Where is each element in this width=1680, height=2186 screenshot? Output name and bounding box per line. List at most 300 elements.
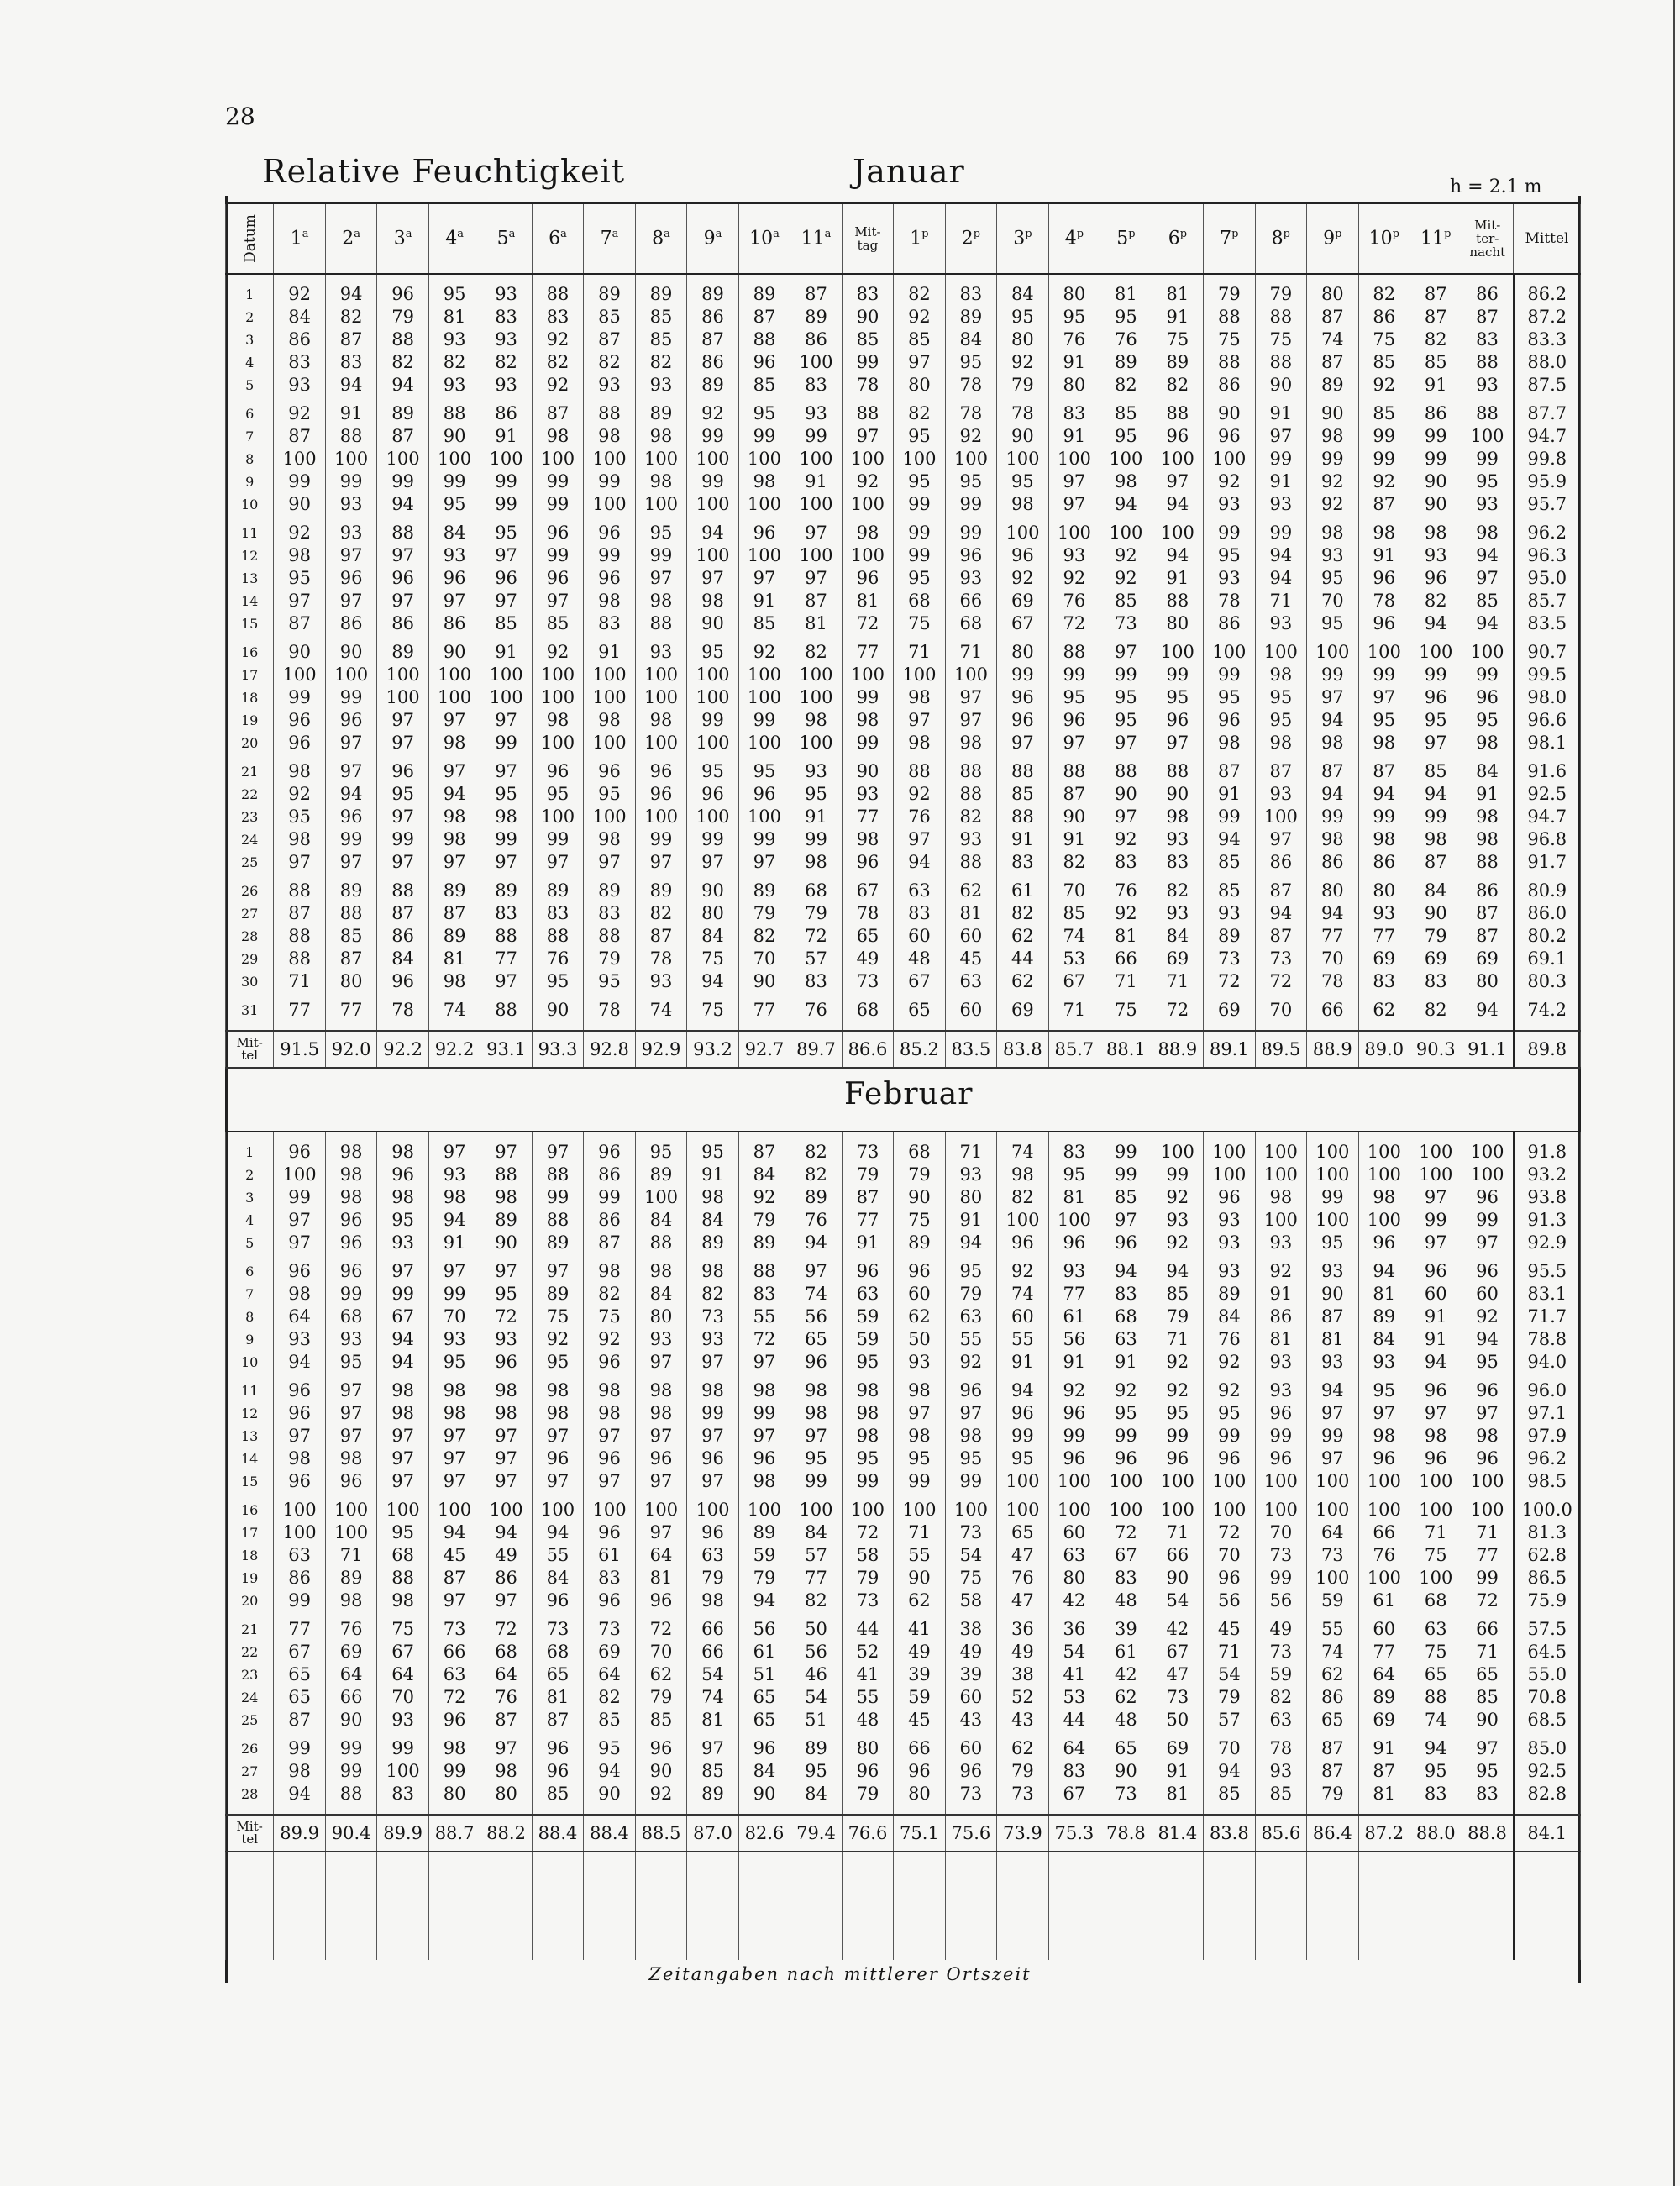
- value-cell: 97: [635, 1470, 686, 1493]
- daily-mean-cell: 91.7: [1514, 851, 1581, 874]
- value-cell: 69: [1152, 1737, 1203, 1760]
- value-cell: 98: [1307, 828, 1358, 851]
- value-cell: 42: [1152, 1618, 1203, 1641]
- daily-mean-cell: 96.6: [1514, 709, 1581, 732]
- value-cell: 99: [1307, 1425, 1358, 1448]
- value-cell: 61: [997, 880, 1048, 902]
- value-cell: 95: [1152, 686, 1203, 709]
- value-cell: 84: [1358, 1328, 1410, 1351]
- value-cell: 53: [1048, 948, 1100, 970]
- table-row: [226, 1141, 1581, 1164]
- value-cell: 97: [790, 1260, 842, 1283]
- value-cell: 97: [325, 760, 376, 783]
- value-cell: 67: [274, 1641, 325, 1663]
- value-cell: 52: [842, 1641, 893, 1663]
- value-cell: 98: [428, 732, 480, 754]
- table-row: [226, 448, 1581, 470]
- value-cell: 99: [894, 1470, 945, 1493]
- value-cell: 99: [1255, 1567, 1306, 1590]
- header-row: [226, 203, 1581, 274]
- value-cell: 100: [274, 1164, 325, 1186]
- day-cell: 18: [226, 686, 274, 709]
- value-cell: 96: [274, 1402, 325, 1425]
- value-cell: 54: [1204, 1663, 1255, 1686]
- value-cell: 99: [428, 470, 480, 493]
- value-cell: 99: [584, 544, 635, 567]
- value-cell: 89: [532, 1232, 583, 1254]
- value-cell: 100: [635, 448, 686, 470]
- value-cell: 86: [1358, 851, 1410, 874]
- value-cell: 100: [842, 664, 893, 686]
- value-cell: 96: [1358, 612, 1410, 635]
- value-cell: 100: [1307, 1164, 1358, 1186]
- day-cell: 8: [226, 1306, 274, 1328]
- value-cell: 78: [945, 374, 996, 397]
- value-cell: 99: [325, 686, 376, 709]
- day-cell: 5: [226, 374, 274, 397]
- value-cell: 86: [1307, 851, 1358, 874]
- value-cell: 98: [635, 1402, 686, 1425]
- value-cell: 94: [1255, 567, 1306, 590]
- value-cell: 76: [1100, 880, 1152, 902]
- value-cell: 97: [480, 1590, 532, 1612]
- value-cell: 100: [945, 1499, 996, 1521]
- value-cell: 79: [842, 1783, 893, 1805]
- value-cell: 68: [894, 590, 945, 612]
- value-cell: 91: [1410, 1328, 1462, 1351]
- value-cell: 89: [584, 283, 635, 306]
- value-cell: 95: [1204, 686, 1255, 709]
- value-cell: 100: [1100, 1499, 1152, 1521]
- value-cell: 97: [325, 590, 376, 612]
- day-cell: 15: [226, 1470, 274, 1493]
- value-cell: 91: [1048, 425, 1100, 448]
- value-cell: 93: [1462, 493, 1513, 516]
- value-cell: 99: [532, 470, 583, 493]
- value-cell: 59: [842, 1328, 893, 1351]
- value-cell: 96: [532, 1737, 583, 1760]
- value-cell: 88: [945, 783, 996, 806]
- value-cell: 97: [738, 1351, 790, 1374]
- value-cell: 98: [584, 1379, 635, 1402]
- value-cell: 96: [945, 1379, 996, 1402]
- value-cell: 99: [532, 1186, 583, 1209]
- value-cell: 93: [428, 374, 480, 397]
- day-cell: 28: [226, 925, 274, 948]
- value-cell: 97: [635, 851, 686, 874]
- value-cell: 97: [274, 1425, 325, 1448]
- value-cell: 100: [1048, 1209, 1100, 1232]
- value-cell: 100: [584, 493, 635, 516]
- value-cell: 99: [1410, 448, 1462, 470]
- value-cell: 88: [1204, 351, 1255, 374]
- value-cell: 88: [480, 925, 532, 948]
- value-cell: 88: [738, 1260, 790, 1283]
- value-cell: 94: [274, 1351, 325, 1374]
- value-cell: 66: [428, 1641, 480, 1663]
- value-cell: 65: [738, 1709, 790, 1731]
- daily-mean-cell: 96.2: [1514, 522, 1581, 544]
- value-cell: 95: [1152, 1402, 1203, 1425]
- value-cell: 82: [325, 306, 376, 328]
- column-header-hour: 7$^p$: [1204, 203, 1255, 274]
- value-cell: 72: [1204, 970, 1255, 993]
- value-cell: 99: [1358, 425, 1410, 448]
- value-cell: 99: [738, 828, 790, 851]
- value-cell: 91: [1152, 567, 1203, 590]
- value-cell: 100: [1462, 425, 1513, 448]
- hourly-mean-cell: 75.1: [894, 1815, 945, 1852]
- value-cell: 85: [635, 328, 686, 351]
- value-cell: 96: [532, 567, 583, 590]
- value-cell: 96: [1410, 1379, 1462, 1402]
- value-cell: 75: [1255, 328, 1306, 351]
- value-cell: 93: [1255, 783, 1306, 806]
- value-cell: 91: [428, 1232, 480, 1254]
- value-cell: 76: [790, 1209, 842, 1232]
- table-row: [226, 328, 1581, 351]
- value-cell: 100: [687, 493, 738, 516]
- value-cell: 60: [945, 925, 996, 948]
- day-cell: 16: [226, 1499, 274, 1521]
- day-cell: 13: [226, 567, 274, 590]
- value-cell: 80: [1462, 970, 1513, 993]
- hourly-mean-cell: 85.6: [1255, 1815, 1306, 1852]
- value-cell: 88: [635, 1232, 686, 1254]
- value-cell: 99: [687, 470, 738, 493]
- value-cell: 85: [480, 612, 532, 635]
- value-cell: 84: [945, 328, 996, 351]
- value-cell: 100: [1255, 806, 1306, 828]
- value-cell: 96: [790, 1351, 842, 1374]
- value-cell: 44: [1048, 1709, 1100, 1731]
- value-cell: 90: [635, 1760, 686, 1783]
- table-row: [226, 1164, 1581, 1186]
- day-cell: 12: [226, 1402, 274, 1425]
- value-cell: 87: [1410, 851, 1462, 874]
- value-cell: 61: [1358, 1590, 1410, 1612]
- hourly-mean-cell: 83.8: [997, 1031, 1048, 1068]
- value-cell: 95: [1100, 425, 1152, 448]
- value-cell: 98: [997, 493, 1048, 516]
- value-cell: 96: [635, 1590, 686, 1612]
- value-cell: 86: [274, 1567, 325, 1590]
- value-cell: 98: [325, 1448, 376, 1470]
- value-cell: 92: [687, 402, 738, 425]
- value-cell: 91: [1152, 1760, 1203, 1783]
- hourly-mean-cell: 75.6: [945, 1815, 996, 1852]
- value-cell: 74: [635, 999, 686, 1022]
- value-cell: 88: [532, 283, 583, 306]
- value-cell: 72: [1462, 1590, 1513, 1612]
- value-cell: 94: [1100, 493, 1152, 516]
- value-cell: 80: [894, 374, 945, 397]
- value-cell: 100: [325, 1521, 376, 1544]
- value-cell: 93: [428, 1164, 480, 1186]
- mittel-row: [226, 1031, 1581, 1068]
- value-cell: 99: [1204, 1425, 1255, 1448]
- value-cell: 97: [584, 1470, 635, 1493]
- value-cell: 98: [687, 1590, 738, 1612]
- value-cell: 90: [842, 760, 893, 783]
- value-cell: 94: [1307, 1379, 1358, 1402]
- table-row: [226, 783, 1581, 806]
- value-cell: 100: [790, 351, 842, 374]
- value-cell: 84: [790, 1783, 842, 1805]
- daily-mean-cell: 95.0: [1514, 567, 1581, 590]
- value-cell: 97: [480, 709, 532, 732]
- value-cell: 71: [1100, 970, 1152, 993]
- value-cell: 93: [1152, 1209, 1203, 1232]
- value-cell: 90: [584, 1783, 635, 1805]
- value-cell: 100: [1255, 1164, 1306, 1186]
- value-cell: 99: [894, 522, 945, 544]
- value-cell: 93: [1255, 493, 1306, 516]
- value-cell: 97: [1358, 1402, 1410, 1425]
- value-cell: 99: [1152, 1425, 1203, 1448]
- value-cell: 71: [1204, 1641, 1255, 1663]
- value-cell: 85: [584, 306, 635, 328]
- value-cell: 89: [584, 880, 635, 902]
- value-cell: 99: [790, 1470, 842, 1493]
- value-cell: 93: [274, 374, 325, 397]
- value-cell: 99: [738, 425, 790, 448]
- value-cell: 94: [1255, 544, 1306, 567]
- value-cell: 100: [842, 1499, 893, 1521]
- value-cell: 97: [480, 544, 532, 567]
- value-cell: 96: [842, 1260, 893, 1283]
- value-cell: 88: [1152, 590, 1203, 612]
- value-cell: 88: [1152, 402, 1203, 425]
- column-header-hour: 1$^p$: [894, 203, 945, 274]
- value-cell: 75: [894, 1209, 945, 1232]
- value-cell: 97: [428, 1260, 480, 1283]
- value-cell: 62: [997, 925, 1048, 948]
- value-cell: 98: [480, 1760, 532, 1783]
- daily-mean-cell: 92.9: [1514, 1232, 1581, 1254]
- value-cell: 99: [325, 1283, 376, 1306]
- value-cell: 92: [1307, 493, 1358, 516]
- value-cell: 98: [274, 544, 325, 567]
- value-cell: 99: [687, 709, 738, 732]
- value-cell: 69: [1204, 999, 1255, 1022]
- value-cell: 94: [1152, 544, 1203, 567]
- value-cell: 90: [894, 1186, 945, 1209]
- value-cell: 63: [274, 1544, 325, 1567]
- value-cell: 100: [1152, 1499, 1203, 1521]
- table-row: [226, 1760, 1581, 1783]
- value-cell: 92: [1204, 470, 1255, 493]
- value-cell: 91: [480, 425, 532, 448]
- value-cell: 93: [1307, 544, 1358, 567]
- value-cell: 82: [1255, 1686, 1306, 1709]
- value-cell: 60: [894, 925, 945, 948]
- value-cell: 86: [377, 925, 428, 948]
- value-cell: 95: [1100, 1402, 1152, 1425]
- value-cell: 99: [584, 1186, 635, 1209]
- value-cell: 99: [842, 686, 893, 709]
- value-cell: 92: [532, 641, 583, 664]
- value-cell: 87: [274, 425, 325, 448]
- daily-mean-cell: 62.8: [1514, 1544, 1581, 1567]
- value-cell: 100: [790, 686, 842, 709]
- value-cell: 97: [274, 1209, 325, 1232]
- value-cell: 81: [842, 590, 893, 612]
- value-cell: 69: [1358, 948, 1410, 970]
- value-cell: 77: [1048, 1283, 1100, 1306]
- value-cell: 98: [790, 709, 842, 732]
- value-cell: 73: [1255, 948, 1306, 970]
- value-cell: 88: [325, 1783, 376, 1805]
- table-row: [226, 1306, 1581, 1328]
- value-cell: 99: [584, 470, 635, 493]
- value-cell: 84: [1204, 1306, 1255, 1328]
- table-row: [226, 760, 1581, 783]
- januar-table: [225, 202, 1581, 1069]
- value-cell: 95: [635, 1141, 686, 1164]
- table-row: [226, 1470, 1581, 1493]
- daily-mean-cell: 91.6: [1514, 760, 1581, 783]
- value-cell: 94: [377, 1351, 428, 1374]
- value-cell: 98: [894, 732, 945, 754]
- value-cell: 65: [1100, 1737, 1152, 1760]
- value-cell: 100: [480, 1499, 532, 1521]
- value-cell: 85: [584, 1709, 635, 1731]
- value-cell: 79: [1152, 1306, 1203, 1328]
- value-cell: 90: [325, 641, 376, 664]
- value-cell: 78: [1204, 590, 1255, 612]
- daily-mean-cell: 95.7: [1514, 493, 1581, 516]
- value-cell: 93: [1255, 1232, 1306, 1254]
- value-cell: 94: [1152, 1260, 1203, 1283]
- value-cell: 67: [377, 1306, 428, 1328]
- value-cell: 88: [377, 522, 428, 544]
- table-row: [226, 1709, 1581, 1731]
- value-cell: 100: [532, 732, 583, 754]
- value-cell: 80: [1048, 1567, 1100, 1590]
- value-cell: 87: [687, 328, 738, 351]
- value-cell: 99: [790, 828, 842, 851]
- value-cell: 88: [480, 999, 532, 1022]
- value-cell: 75: [1410, 1544, 1462, 1567]
- value-cell: 97: [274, 851, 325, 874]
- column-header-datum: [226, 203, 274, 274]
- value-cell: 97: [1462, 567, 1513, 590]
- value-cell: 100: [687, 664, 738, 686]
- value-cell: 99: [377, 828, 428, 851]
- value-cell: 99: [1410, 664, 1462, 686]
- value-cell: 92: [945, 425, 996, 448]
- value-cell: 89: [1204, 1283, 1255, 1306]
- value-cell: 82: [790, 641, 842, 664]
- value-cell: 96: [377, 760, 428, 783]
- value-cell: 83: [1048, 1141, 1100, 1164]
- value-cell: 97: [377, 806, 428, 828]
- value-cell: 97: [274, 1232, 325, 1254]
- value-cell: 90: [687, 612, 738, 635]
- value-cell: 66: [1358, 1521, 1410, 1544]
- value-cell: 82: [635, 351, 686, 374]
- value-cell: 91: [325, 402, 376, 425]
- value-cell: 92: [1100, 1379, 1152, 1402]
- daily-mean-cell: 94.0: [1514, 1351, 1581, 1374]
- value-cell: 100: [1152, 448, 1203, 470]
- value-cell: 85: [532, 1783, 583, 1805]
- day-cell: 3: [226, 328, 274, 351]
- value-cell: 81: [1358, 1783, 1410, 1805]
- value-cell: 68: [1100, 1306, 1152, 1328]
- hourly-mean-cell: 82.6: [738, 1815, 790, 1852]
- value-cell: 71: [1152, 1328, 1203, 1351]
- value-cell: 86: [1204, 374, 1255, 397]
- value-cell: 95: [1048, 306, 1100, 328]
- value-cell: 99: [945, 1470, 996, 1493]
- value-cell: 92: [1358, 374, 1410, 397]
- value-cell: 74: [997, 1283, 1048, 1306]
- value-cell: 93: [584, 374, 635, 397]
- value-cell: 92: [532, 1328, 583, 1351]
- value-cell: 94: [1204, 1760, 1255, 1783]
- value-cell: 97: [790, 567, 842, 590]
- daily-mean-cell: 69.1: [1514, 948, 1581, 970]
- value-cell: 100: [377, 1499, 428, 1521]
- day-cell: 31: [226, 999, 274, 1022]
- value-cell: 96: [274, 1470, 325, 1493]
- value-cell: 100: [1358, 1164, 1410, 1186]
- value-cell: 98: [1462, 1425, 1513, 1448]
- hourly-mean-cell: 86.4: [1307, 1815, 1358, 1852]
- value-cell: 100: [738, 448, 790, 470]
- hourly-mean-cell: 88.4: [532, 1815, 583, 1852]
- value-cell: 99: [1358, 664, 1410, 686]
- value-cell: 84: [428, 522, 480, 544]
- value-cell: 87: [274, 612, 325, 635]
- daily-mean-cell: 92.5: [1514, 783, 1581, 806]
- value-cell: 99: [945, 493, 996, 516]
- value-cell: 97: [1255, 425, 1306, 448]
- value-cell: 89: [428, 925, 480, 948]
- value-cell: 86: [584, 1164, 635, 1186]
- table-row: [226, 1328, 1581, 1351]
- value-cell: 100: [1358, 1470, 1410, 1493]
- value-cell: 98: [480, 1402, 532, 1425]
- value-cell: 64: [480, 1663, 532, 1686]
- datum-label: Datum: [241, 214, 259, 263]
- value-cell: 95: [790, 783, 842, 806]
- value-cell: 98: [1462, 828, 1513, 851]
- value-cell: 73: [1255, 1641, 1306, 1663]
- footer-note: Zeitangaben nach mittlerer Ortszeit: [648, 1964, 1032, 1984]
- value-cell: 57: [790, 948, 842, 970]
- value-cell: 84: [1410, 880, 1462, 902]
- value-cell: 62: [894, 1590, 945, 1612]
- value-cell: 87: [1255, 925, 1306, 948]
- value-cell: 100: [1204, 1470, 1255, 1493]
- value-cell: 100: [738, 1499, 790, 1521]
- table-row: [226, 732, 1581, 754]
- day-cell: 24: [226, 1686, 274, 1709]
- value-cell: 93: [842, 783, 893, 806]
- value-cell: 100: [790, 732, 842, 754]
- value-cell: 95: [480, 522, 532, 544]
- column-header-mittel: Mittel: [1514, 203, 1581, 274]
- value-cell: 87: [584, 328, 635, 351]
- value-cell: 78: [1255, 1737, 1306, 1760]
- value-cell: 98: [532, 425, 583, 448]
- value-cell: 100: [1462, 1499, 1513, 1521]
- value-cell: 100: [945, 448, 996, 470]
- value-cell: 87: [1358, 1760, 1410, 1783]
